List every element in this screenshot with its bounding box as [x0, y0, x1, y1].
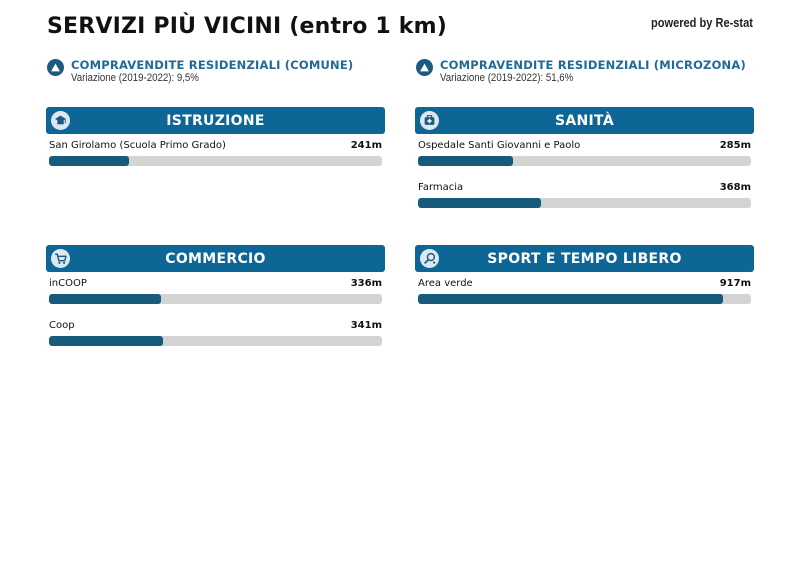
distance-bar-fill	[49, 156, 129, 166]
service-name: inCOOP	[49, 278, 87, 289]
card-title: SPORT E TEMPO LIBERO	[487, 250, 682, 267]
trend-microzona	[416, 58, 746, 85]
distance-bar-fill	[418, 294, 723, 304]
card-header	[415, 107, 754, 134]
trend-title: COMPRAVENDITE RESIDENZIALI (MICROZONA)	[440, 58, 746, 72]
distance-bar	[418, 294, 751, 304]
sport-icon	[420, 249, 439, 268]
distance-bar-fill	[418, 198, 541, 208]
card-header	[46, 245, 385, 272]
list-item	[415, 140, 754, 176]
service-distance: 285m	[719, 140, 751, 151]
list-item	[415, 182, 754, 218]
triangle-up-icon	[416, 59, 433, 76]
medical-icon	[420, 111, 439, 130]
triangle-up-icon	[47, 59, 64, 76]
trend-subtitle: Variazione (2019-2022): 51,6%	[440, 72, 574, 84]
distance-bar	[49, 156, 382, 166]
card-title: ISTRUZIONE	[166, 112, 265, 129]
card-title: SANITÀ	[555, 112, 614, 129]
service-name: Ospedale Santi Giovanni e Paolo	[418, 140, 581, 151]
service-name: Coop	[49, 320, 75, 331]
service-name: Area verde	[418, 278, 473, 289]
card-sport	[415, 245, 754, 314]
card-header	[415, 245, 754, 272]
trend-subtitle: Variazione (2019-2022): 9,5%	[71, 72, 199, 84]
service-distance: 917m	[719, 278, 751, 289]
service-distance: 341m	[350, 320, 382, 331]
service-distance: 336m	[350, 278, 382, 289]
school-icon	[51, 111, 70, 130]
distance-bar	[49, 336, 382, 346]
distance-bar-fill	[49, 294, 161, 304]
card-header	[46, 107, 385, 134]
distance-bar	[49, 294, 382, 304]
distance-bar	[418, 198, 751, 208]
card-istruzione	[46, 107, 385, 176]
service-name: Farmacia	[418, 182, 464, 193]
page-title: SERVIZI PIÙ VICINI (entro 1 km)	[47, 14, 448, 39]
list-item	[46, 140, 385, 176]
service-distance: 241m	[350, 140, 382, 151]
distance-bar-fill	[418, 156, 513, 166]
list-item	[415, 278, 754, 314]
shopping-cart-icon	[51, 249, 70, 268]
service-name: San Girolamo (Scuola Primo Grado)	[49, 140, 226, 151]
distance-bar	[418, 156, 751, 166]
powered-by-label: powered by Re-stat	[651, 15, 753, 30]
service-distance: 368m	[719, 182, 751, 193]
trend-comune	[47, 58, 353, 85]
distance-bar-fill	[49, 336, 163, 346]
card-sanita	[415, 107, 754, 218]
trend-title: COMPRAVENDITE RESIDENZIALI (COMUNE)	[71, 58, 354, 72]
list-item	[46, 278, 385, 314]
list-item	[46, 320, 385, 356]
card-commercio	[46, 245, 385, 356]
card-title: COMMERCIO	[165, 250, 266, 267]
